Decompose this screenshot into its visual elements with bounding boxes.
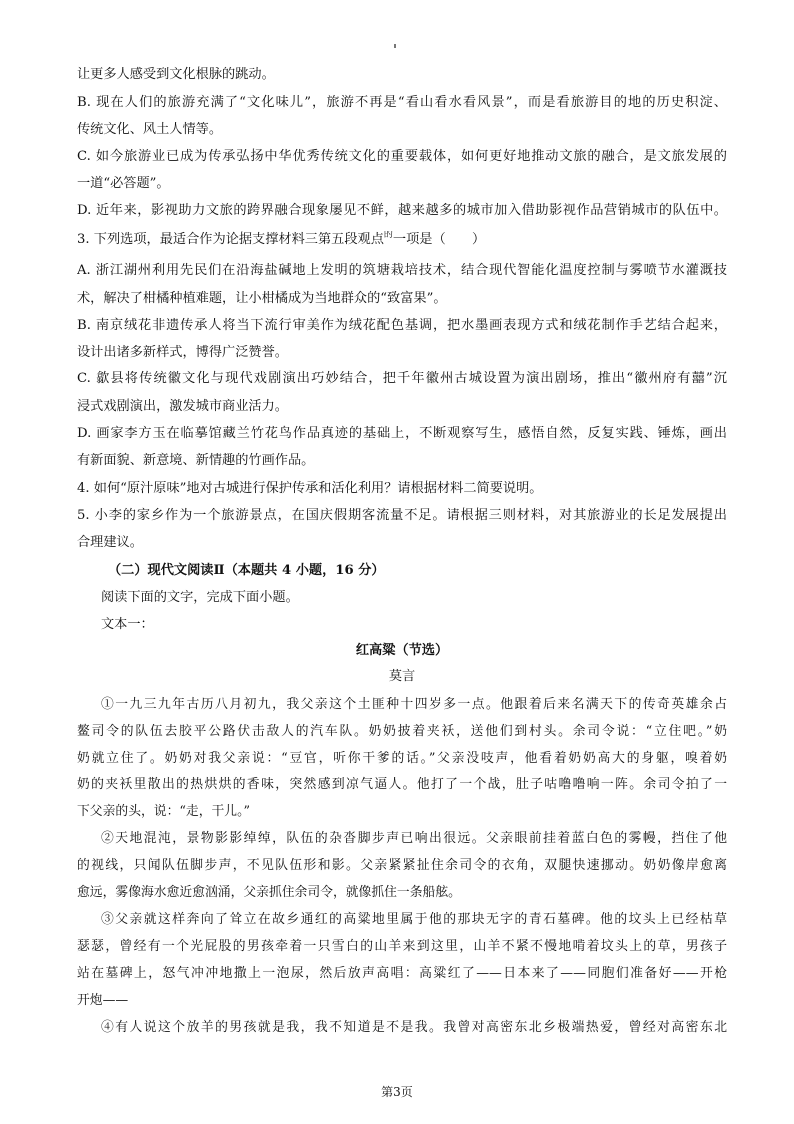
story-line: 站在墓碑上，怒气冲冲地撒上一泡尿，然后放声高唱：高粱红了——日本来了——同胞们准备好——开枪 xyxy=(77,966,727,981)
instruction: 阅读下面的文字，完成下面小题。 xyxy=(101,590,299,605)
question-3 xyxy=(77,231,727,250)
q3-option-a-line-2: 术，解决了柑橘种植难题，让小柑橘成为当地群众的“致富果”。 xyxy=(77,291,447,306)
q3-option-a-line-1: A. 浙江湖州利用先民们在沿海盐碱地上发明的筑塘栽培技术，结合现代智能化温度控制与雾喷节水灌溉技 xyxy=(77,263,727,278)
question-5-line-2: 合理建议。 xyxy=(77,535,143,550)
story-line: 鳌司令的队伍去胶平公路伏击敌人的汽车队。奶奶披着夹袄，送他们到村头。余司令说：“立住吧。”奶 xyxy=(77,724,727,739)
story-line: 的视线，只闻队伍脚步声，不见队伍形和影。父亲紧紧扯住余司令的衣角，双腿快速挪动。奶奶像岸愈离 xyxy=(77,858,727,873)
story-line: ③父亲就这样奔向了耸立在故乡通红的高粱地里属于他的那块无字的青石墓碑。他的坟头上已经枯草 xyxy=(101,912,727,927)
q3-option-d-line-2: 有新面貌、新意境、新情趣的竹画作品。 xyxy=(77,453,315,468)
page-top-mark xyxy=(394,44,396,48)
q3-option-b-line-2: 设计出诸多新样式，博得广泛赞誉。 xyxy=(77,345,288,360)
question-4: 4. 如何“原汁原味”地对古城进行保护传承和活化利用？请根据材料二简要说明。 xyxy=(77,481,543,496)
story-line: 开炮—— xyxy=(77,993,129,1008)
q3-option-c-line-1: C. 歙县将传统徽文化与现代戏剧演出巧妙结合，把千年徽州古城设置为演出剧场，推出“徽州府有囍”沉 xyxy=(77,371,727,386)
story-title: 红高粱（节选） xyxy=(355,643,449,658)
story-line: ①一九三九年古历八月初九，我父亲这个土匪种十四岁多一点。他跟着后来名满天下的传奇英雄余占 xyxy=(101,697,727,712)
story-line: ②天地混沌，景物影影绰绰，队伍的杂沓脚步声已响出很远。父亲眼前挂着蓝白色的雾幔，挡住了他 xyxy=(101,831,727,846)
story-line: 奶的夹袄里散出的热烘烘的香味，突然感到凉气逼人。他打了一个战，肚子咕噜噜响一阵。余司令拍了一 xyxy=(77,777,727,792)
page-number: 第3页 xyxy=(381,1085,413,1099)
option-b-line-1: B. 现在人们的旅游充满了“文化味儿”，旅游不再是“看山看水看风景”，而是看旅游目的地的历史积淀、 xyxy=(77,95,727,110)
story-line: 愈远，雾像海水愈近愈汹涌，父亲抓住余司令，就像抓住一条船舷。 xyxy=(77,885,461,900)
text-line: 让更多人感受到文化根脉的跳动。 xyxy=(77,67,275,82)
option-c-line-1: C. 如今旅游业已成为传承弘扬中华优秀传统文化的重要载体，如何更好地推动文旅的融合，是文旅发展的 xyxy=(77,149,727,164)
q3-option-d-line-1: D. 画家李方玉在临摹馆藏兰竹花鸟作品真迹的基础上，不断观察写生，感悟自然，反复实践、锤炼，画出 xyxy=(77,426,727,441)
text-label: 文本一： xyxy=(101,617,154,632)
q3-option-b-line-1: B. 南京绒花非遗传承人将当下流行审美作为绒花配色基调，把水墨画表现方式和绒花制作手艺结合起来， xyxy=(77,318,727,333)
option-b-line-2: 传统文化、风土人情等。 xyxy=(77,122,223,137)
question-3-rest: 一项是（ ） xyxy=(392,232,486,247)
option-d-line: D. 近年来，影视助力文旅的跨界融合现象屡见不鲜，越来越多的城市加入借助影视作品营销城市的队伍中。 xyxy=(77,203,727,218)
story-author: 莫言 xyxy=(388,669,416,684)
story-line: 瑟瑟，曾经有一个光屁股的男孩牵着一只雪白的山羊来到这里，山羊不紧不慢地啃着坟头上的草，男孩子 xyxy=(77,939,727,954)
section-heading: （二）现代文阅读Ⅱ（本题共 4 小题，16 分） xyxy=(108,563,385,578)
option-c-line-2: 一道“必答题”。 xyxy=(77,176,170,191)
story-line: 下父亲的头，说：“走，干儿。” xyxy=(77,804,251,819)
story-line: ④有人说这个放羊的男孩就是我，我不知道是不是我。我曾对高密东北乡极端热爱，曾经对高密东北 xyxy=(101,1020,727,1035)
story-line: 奶就立住了。奶奶对我父亲说：“豆官，听你干爹的话。”父亲没吱声，他看着奶奶高大的身躯，嗅着奶 xyxy=(77,751,727,766)
question-5-line-1: 5. 小李的家乡作为一个旅游景点，在国庆假期客流量不足。请根据三则材料，对其旅游业的长足发展提出 xyxy=(77,508,727,523)
q3-option-c-line-2: 浸式戏剧演出，激发城市商业活力。 xyxy=(77,399,288,414)
question-3-text: 3. 下列选项，最适合作为论据支撑材料三第五段观点 xyxy=(77,232,384,247)
question-3-sup: 的 xyxy=(383,231,393,240)
